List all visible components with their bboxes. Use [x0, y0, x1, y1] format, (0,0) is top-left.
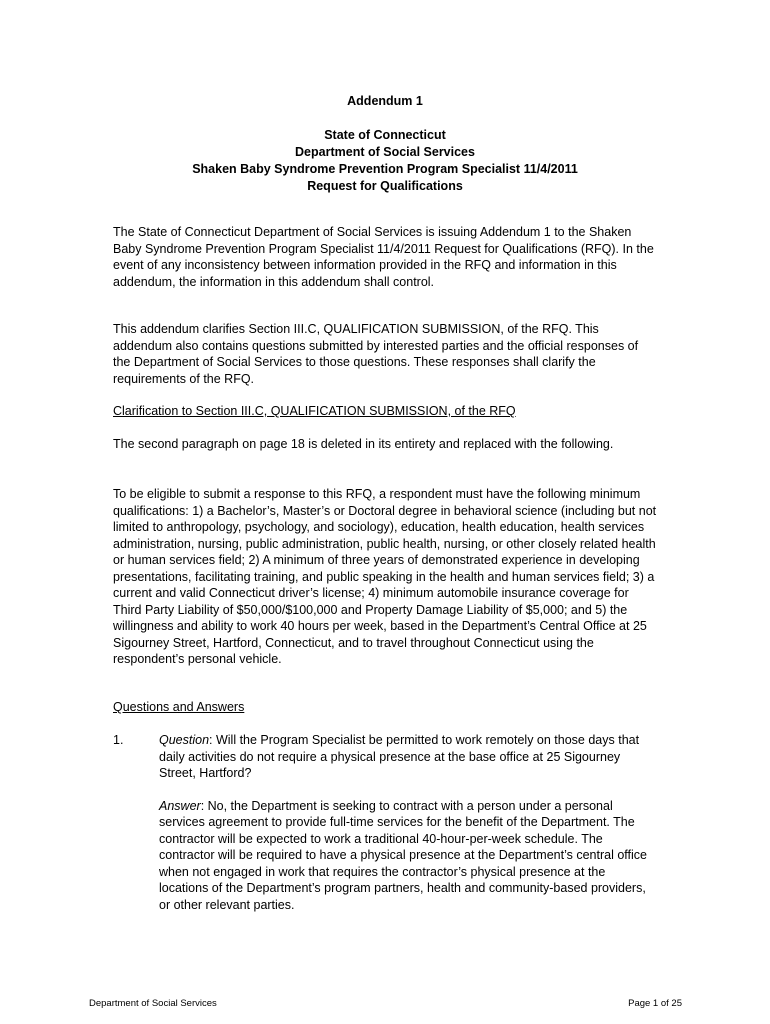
clarification-paragraph-1: The second paragraph on page 18 is deleted in its entirety and replaced with the following. [113, 437, 614, 451]
state-name: State of Connecticut [324, 128, 446, 142]
clarification-paragraph-2-block [113, 486, 658, 668]
department-name: Department of Social Services [295, 145, 475, 159]
clarification-heading: Clarification to Section III.C, QUALIFICATION SUBMISSION, of the RFQ [113, 404, 516, 418]
clarification-heading-block [113, 403, 658, 420]
answer-label: Answer [159, 798, 201, 813]
answer [159, 798, 658, 914]
qa-heading-block [113, 699, 658, 716]
qa-item-number: 1. [113, 733, 124, 747]
qa-item [113, 732, 658, 913]
qa-heading: Questions and Answers [113, 700, 245, 714]
answer-text: : No, the Department is seeking to contract with a person under a personal services agreement to provide full-time services for the benefit of the Department. The contractor will be expected to work a traditional 40-hour-per-week schedule. The contractor will be required to have a physical presence at the Department’s central office when not engaged in work that requires the contractor’s physical presence at the locations of the Department’s program partners, health and community-based providers, or other relevant parties. [159, 798, 647, 912]
question-text: : Will the Program Specialist be permitted to work remotely on those days that daily activities do not require a physical presence at the base office at 25 Sigourney Street, Hartford? [159, 733, 640, 780]
clarification-paragraph-1-block [113, 436, 658, 453]
rfq-title: Request for Qualifications [307, 179, 463, 193]
intro-paragraph-2: This addendum clarifies Section III.C, QUALIFICATION SUBMISSION, of the RFQ. This addendum also contains questions submitted by interested parties and the official responses of the Department of Social Services to those questions. These responses shall clarify the requirements of the RFQ. [113, 322, 639, 386]
footer-department: Department of Social Services [89, 998, 217, 1009]
program-title: Shaken Baby Syndrome Prevention Program Specialist 11/4/2011 [192, 162, 578, 176]
intro-section [113, 224, 658, 290]
qa-item-body [159, 732, 658, 913]
intro-section-2 [113, 321, 658, 387]
header-spacer [0, 110, 770, 127]
footer-page-number: Page 1 of 25 [628, 998, 682, 1009]
addendum-title: Addendum 1 [347, 94, 423, 108]
intro-paragraph-1: The State of Connecticut Department of Social Services is issuing Addendum 1 to the Shaken Baby Syndrome Prevention Program Specialist 11/4/2011 Request for Qualifications (RFQ). In the event of any inconsistency between information provided in the RFQ and information in this addendum, the information in this addendum shall control. [113, 225, 654, 289]
document-header [0, 93, 770, 195]
question-label: Question [159, 733, 210, 747]
clarification-paragraph-2: To be eligible to submit a response to this RFQ, a respondent must have the following minimum qualifications: 1) a Bachelor’s, Master’s or Doctoral degree in behavioral science (including but not limited to anthropology, psychology, and sociology), education, health education, health services administration, nursing, public administration, public health, nursing, or other closely related health or human services field; 2) A minimum of three years of demonstrated experience in developing presentations, facilitating training, and public speaking in the health and human services field; 3) a current and valid Connecticut driver’s license; 4) minimum automobile insurance coverage for Third Party Liability of $50,000/$100,000 and Property Damage Liability of $5,000; and 5) the willingness and ability to work 40 hours per week, based in the Department’s Central Office at 25 Sigourney Street, Hartford, Connecticut, and to travel throughout Connecticut using the respondent’s personal vehicle. [113, 487, 657, 666]
question [159, 732, 658, 782]
